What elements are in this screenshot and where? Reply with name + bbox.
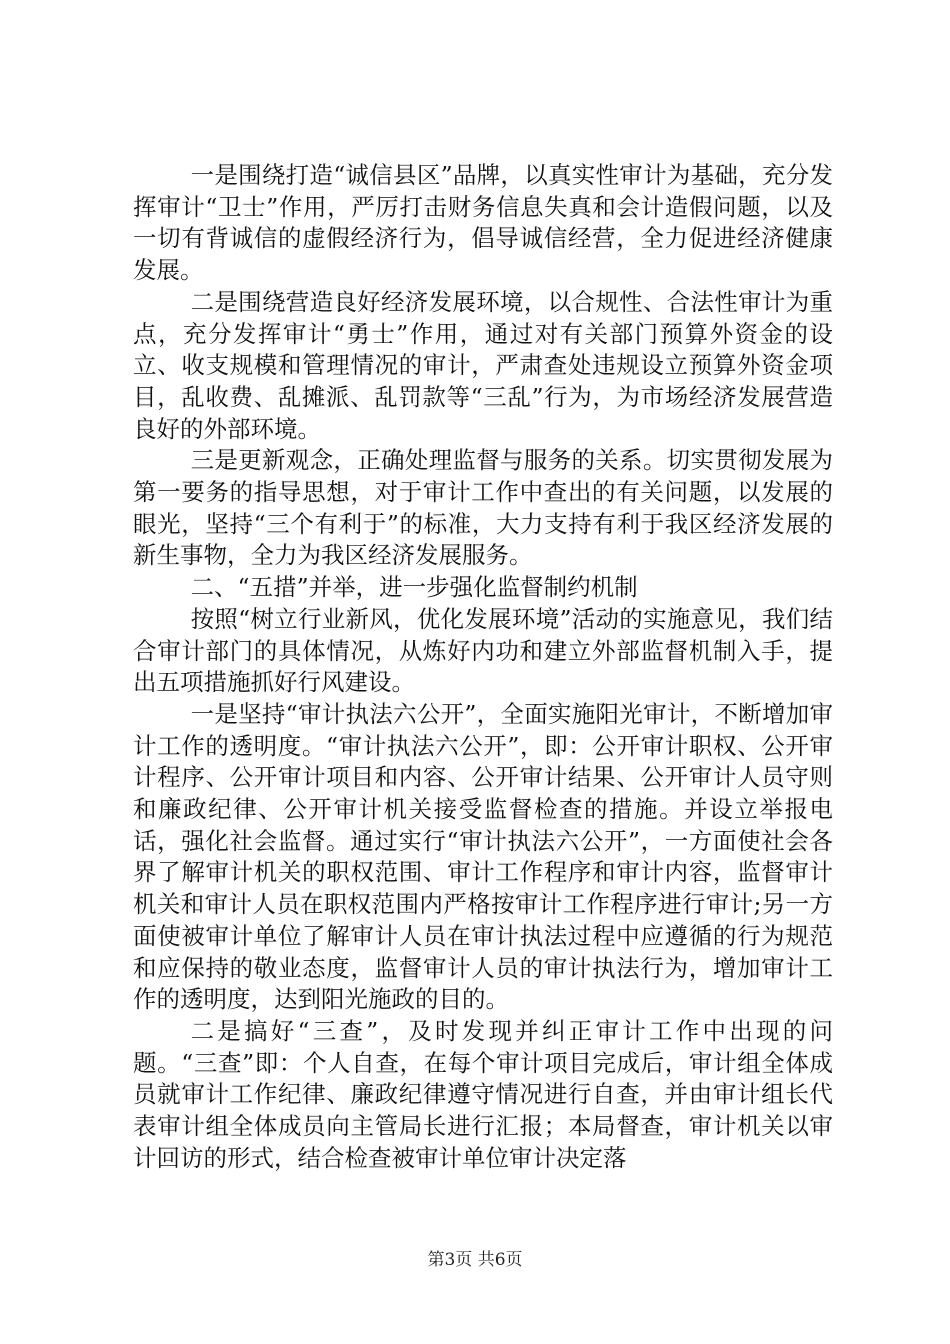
paragraph-supervision-service: 三是更新观念，正确处理监督与服务的关系。切实贯彻发展为第一要务的指导思想，对于审计工作中查出的有关问题，以发展的眼光，坚持“三个有利于”的标准，大力支持有利于我区经济发展的新生事物，全力为我区经济发展服务。 [133,446,833,570]
paragraph-economic-environment: 二是围绕营造良好经济发展环境，以合规性、合法性审计为重点，充分发挥审计“勇士”作用，通过对有关部门预算外资金的设立、收支规模和管理情况的审计，严肃查处违规设立预算外资金项目，乱收费、乱摊派、乱罚款等“三乱”行为，为市场经济发展营造良好的外部环境。 [133,287,833,443]
section-heading-five-measures: 二、“五措”并举，进一步强化监督制约机制 [190,573,638,602]
paragraph-six-disclosures: 一是坚持“审计执法六公开”，全面实施阳光审计，不断增加审计工作的透明度。“审计执法六公开”，即：公开审计职权、公开审计程序、公开审计项目和内容、公开审计结果、公开审计人员守则和廉政纪律、公开审计机关接受监督检查的措施。并设立举报电话，强化社会监督。通过实行“审计执法六公开”，一方面使社会各界了解审计机关的职权范围、审计工作程序和审计内容，监督审计机关和审计人员在职权范围内严格按审计工作程序进行审计;另一方面使被审计单位了解审计人员在审计执法过程中应遵循的行为规范和应保持的敬业态度，监督审计人员的审计执法行为，增加审计工作的透明度，达到阳光施政的目的。 [133,699,833,1014]
page-number-footer: 第3页 共6页 [427,1250,523,1270]
paragraph-implementation-opinion: 按照“树立行业新风，优化发展环境”活动的实施意见，我们结合审计部门的具体情况，从炼好内功和建立外部监督机制入手，提出五项措施抓好行风建设。 [133,604,833,697]
paragraph-three-checks: 二是搞好“三查”，及时发现并纠正审计工作中出现的问题。“三查”即：个人自查，在每个审计项目完成后，审计组全体成员就审计工作纪律、廉政纪律遵守情况进行自查，并由审计组长代表审计组全体成员向主管局长进行汇报；本局督查，审计机关以审计回访的形式，结合检查被审计单位审计决定落 [133,1016,833,1172]
document-body [133,160,833,1175]
paragraph-integrity-audit: 一是围绕打造“诚信县区”品牌，以真实性审计为基础，充分发挥审计“卫士”作用，严厉打击财务信息失真和会计造假问题，以及一切有背诚信的虚假经济行为，倡导诚信经营，全力促进经济健康发展。 [133,161,833,285]
